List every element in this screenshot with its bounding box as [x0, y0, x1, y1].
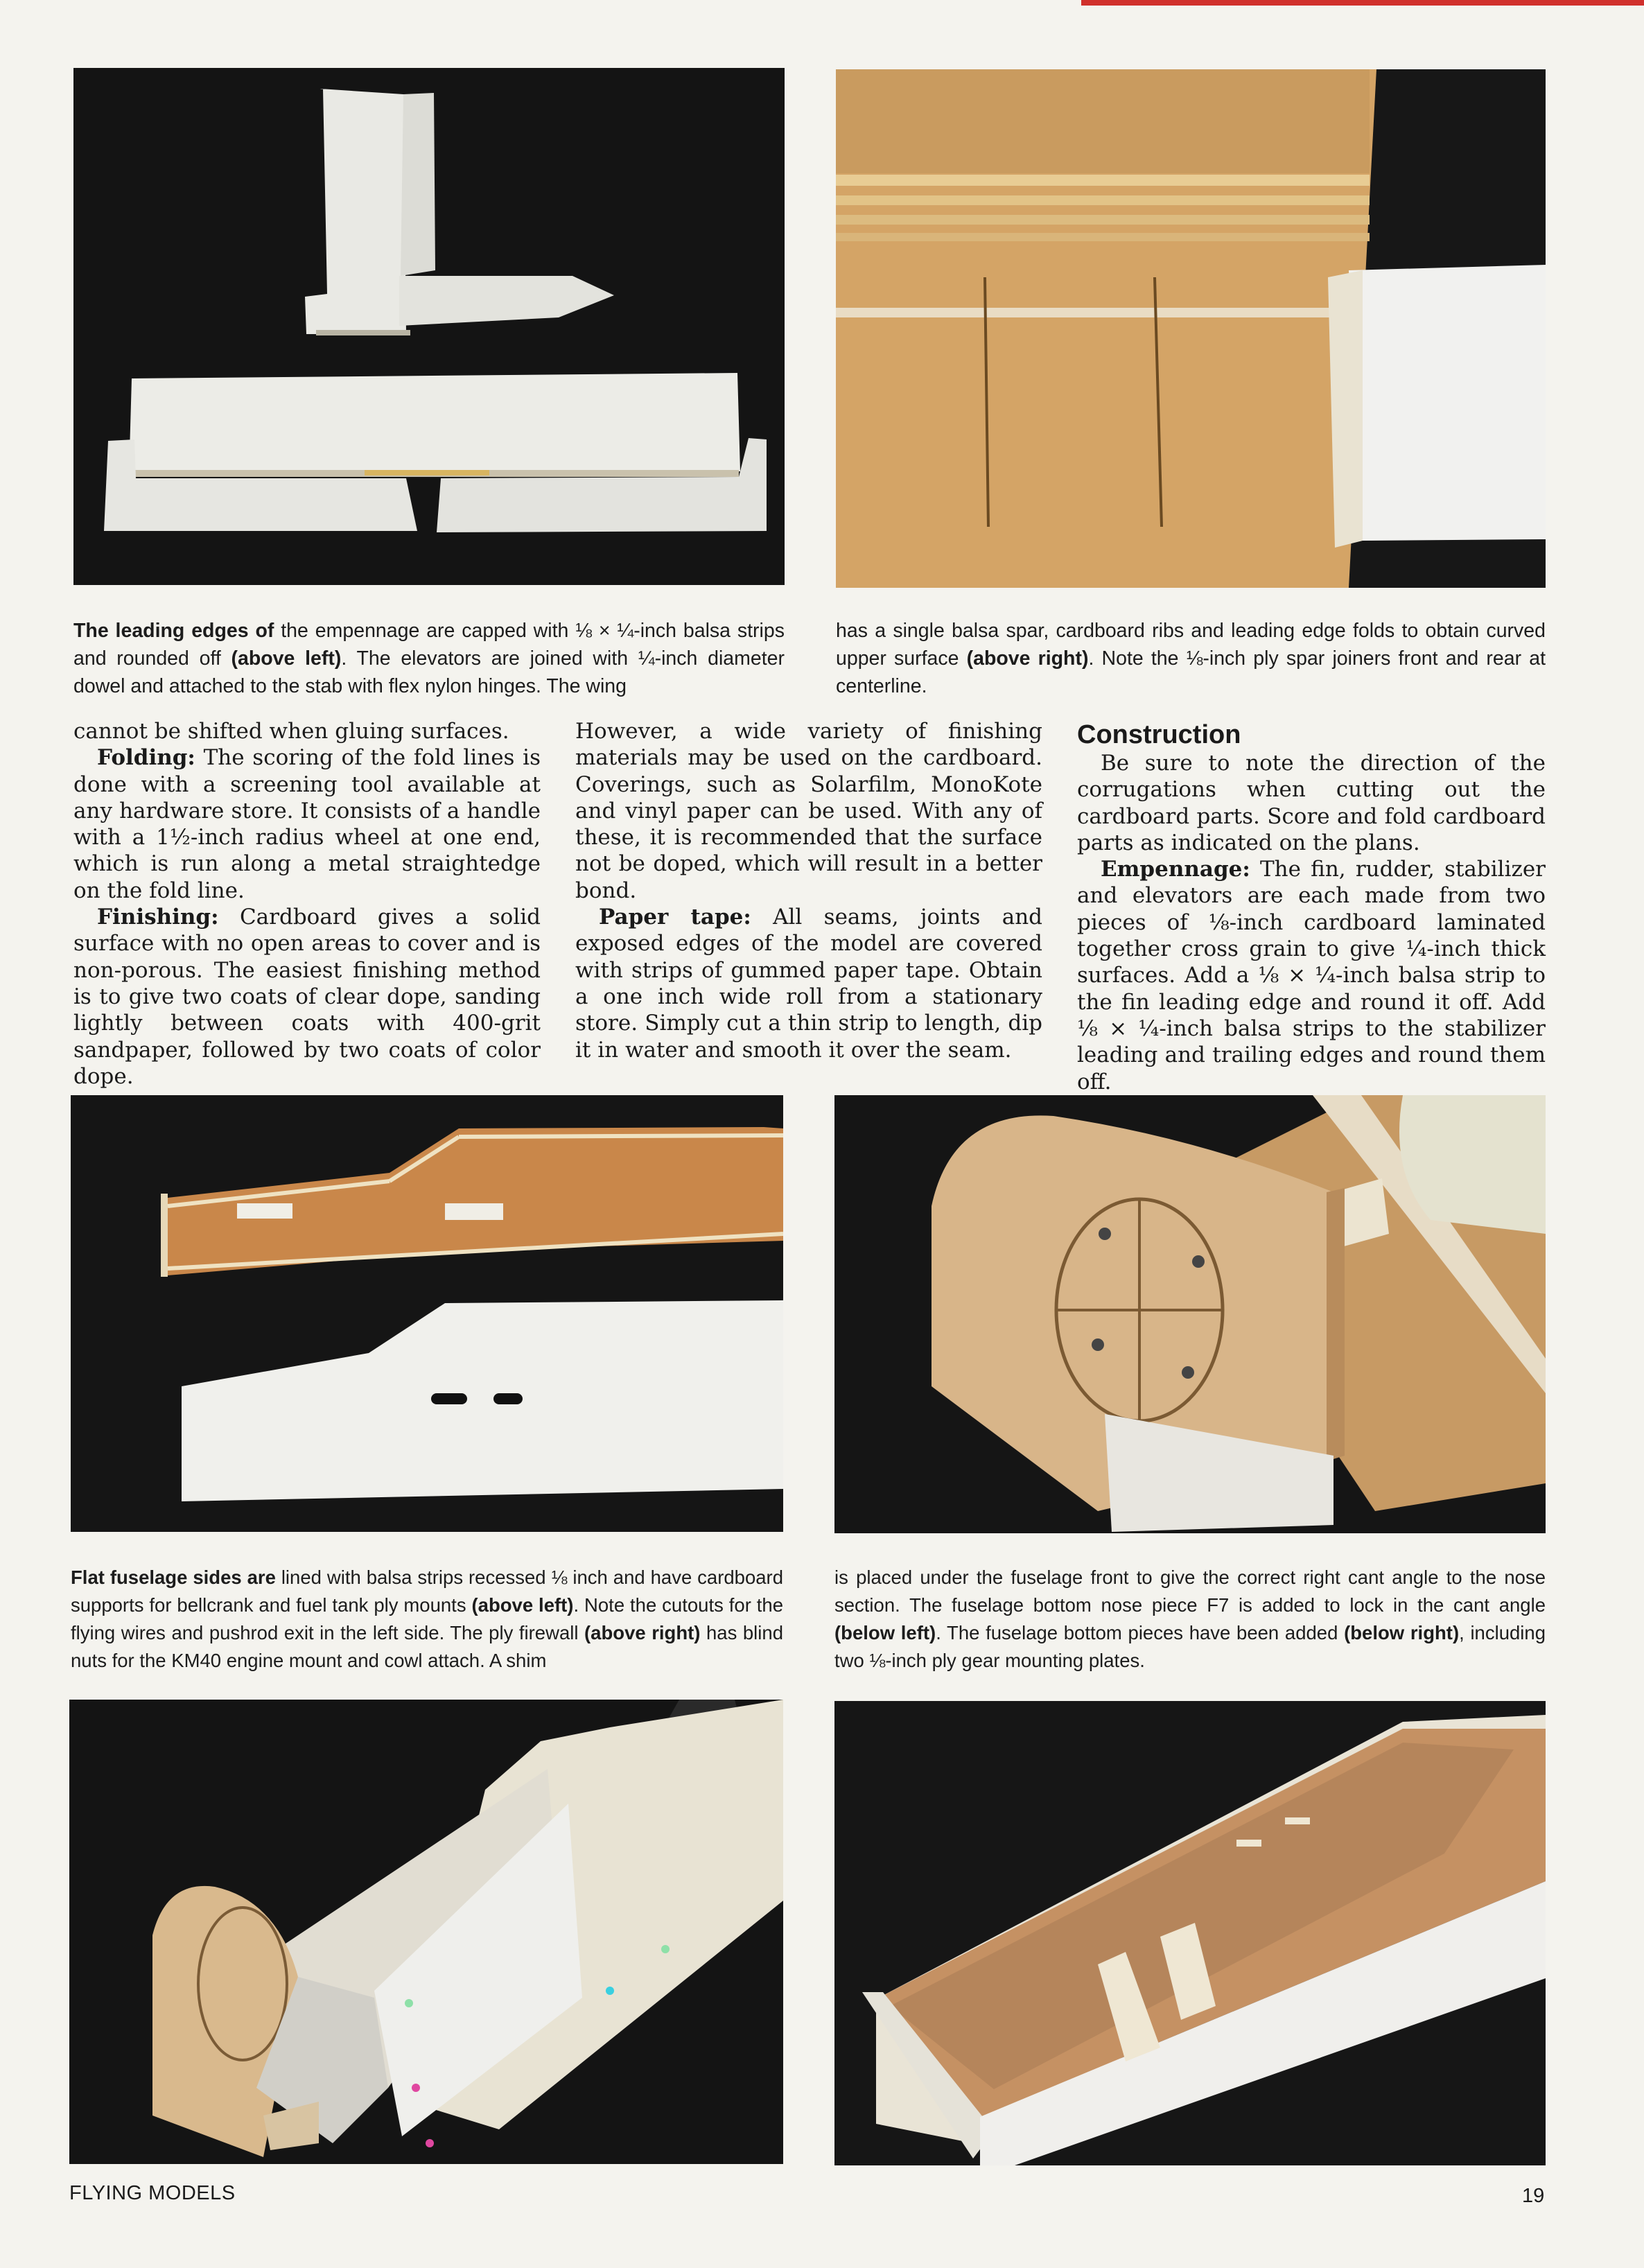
paragraph-continuation: cannot be shifted when gluing surfaces.	[73, 719, 509, 744]
body-column-1	[73, 718, 541, 1090]
caption-top-left: The leading edges of the empennage are capped with ⅛ × ¼-inch balsa strips and rounded off (above left). The elevators are joined with ¼-inch diameter dowel and attached to the stab with flex nylon hinges. The wing	[73, 620, 785, 697]
paragraph-coverings: However, a wide variety of finishing materials may be used on the cardboard. Coverings, such as Solarfilm, MonoKote and vinyl paper can be used. With any of these, it is recommended that the surface not be doped, which will result in a better bond.	[575, 719, 1042, 903]
footer-page-number: 19	[1522, 2185, 1545, 2207]
paragraph-finishing: Finishing: Cardboard gives a solid surface with no open areas to cover and is non-porous. The easiest finishing method is to give two coats of clear dope, sanding lightly between coats with 400-grit sandpaper, followed by two coats of color dope.	[73, 905, 541, 1089]
body-column-2	[575, 718, 1042, 1063]
photo-fuselage-bottom	[834, 1701, 1546, 2165]
paragraph-construction: Be sure to note the direction of the corrugations when cutting out the cardboard parts. Score and fold cardboard parts as indicated on the plans.	[1077, 751, 1546, 855]
body-column-3	[1077, 718, 1546, 1095]
paragraph-folding: Folding: The scoring of the fold lines is done with a screening tool available at any hardware store. It consists of a handle with a 1½-inch radius wheel at one end, which is run along a metal straightedge on the fold line.	[73, 745, 541, 903]
caption-middle-left: Flat fuselage sides are lined with balsa strips recessed ⅛ inch and have cardboard supports for bellcrank and fuel tank ply mounts (above left). Note the cutouts for the flying wires and pushrod exit in the left side. The ply firewall (above right) has blind nuts for the KM40 engine mount and cowl attach. A shim	[71, 1567, 784, 1671]
page-top-color-bar	[1081, 0, 1644, 6]
section-heading-construction: Construction	[1077, 720, 1241, 749]
photo-nose-assembly	[69, 1700, 783, 2164]
photo-empennage-parts	[73, 68, 785, 585]
photo-ply-firewall	[834, 1095, 1546, 1533]
footer-magazine-title: FLYING MODELS	[69, 2182, 236, 2204]
caption-top-right: has a single balsa spar, cardboard ribs and leading edge folds to obtain curved upper surface (above right). Note the ⅛-inch ply spar joiners front and rear at centerline.	[836, 620, 1546, 697]
photo-wing-panel	[836, 69, 1546, 588]
paragraph-paper-tape: Paper tape: All seams, joints and exposed edges of the model are covered with strips of gummed paper tape. Obtain a one inch wide roll from a stationary store. Simply cut a thin strip to length, dip it in water and smooth it over the seam.	[575, 905, 1043, 1063]
photo-fuselage-sides	[71, 1095, 783, 1532]
paragraph-empennage: Empennage: The fin, rudder, stabilizer and elevators are each made from two pieces of ⅛-inch cardboard laminated together cross grain to give ¼-inch thick surfaces. Add a ⅛ × ¼-inch balsa strip to the fin leading edge and round it off. Add ⅛ × ¼-inch balsa strips to the stabilizer leading and trailing edges and round them off.	[1077, 857, 1546, 1094]
caption-middle-right: is placed under the fuselage front to give the correct right cant angle to the nose section. The fuselage bottom nose piece F7 is added to lock in the cant angle (below left). The fuselage bottom pieces have been added (below right), including two ⅛-inch ply gear mounting plates.	[834, 1567, 1546, 1671]
